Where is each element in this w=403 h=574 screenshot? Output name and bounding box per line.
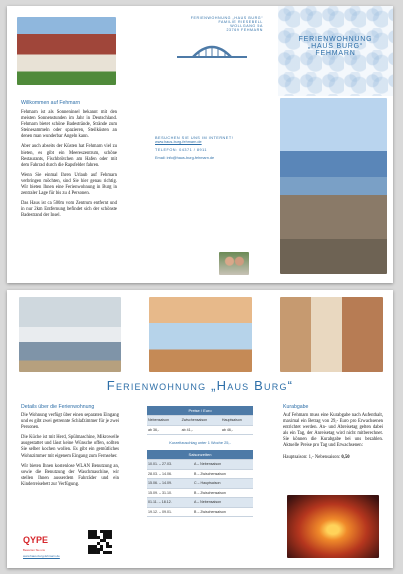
season-name: B – Zwischensaison <box>193 469 253 479</box>
welcome-paragraph: Fehmarn ist als Sonneninsel bekannt mit den meisten Sonnenstunden im Jahr in Deutschland. Fehmarn bietet schöne Badestrände, Strände zum Steinesammeln oder spazieren, Steilküsten an denen man wunderbar Angeln kann. <box>21 110 117 140</box>
season-table <box>147 450 253 517</box>
hosts-photo <box>219 252 249 275</box>
price-column-header: Zwischensaison <box>181 416 221 426</box>
bedroom-photo <box>19 297 121 372</box>
cover-title-line: „HAUS BURG“ <box>307 43 364 50</box>
season-name: A – Nebensaison <box>193 498 253 508</box>
address-line: 23769 FEHMARN <box>226 28 263 32</box>
kurabgabe-price-label: Hauptsaison: 1,- Nebensaison: <box>283 454 341 460</box>
beach-photo <box>280 98 387 274</box>
surcharge-note: Kurzeitzuschlag unter 1 Woche 25,- <box>169 440 231 445</box>
email-link[interactable]: Email: info@haus-burg-fehmarn.de <box>155 156 215 160</box>
qr-caption[interactable]: www.haus-burg-fehmarn.de <box>23 554 60 558</box>
welcome-paragraph: Wenn Sie einmal Ihren Urlaub auf Fehmarn verbringen möchten, sind Sie hier genau richtig. Wir bieten Ihnen eine Ferienwohnung in Burg in zentraler Lage für bis zu 4 Personen. <box>21 172 117 197</box>
qype-logo-sub: Bewerten Sie uns <box>23 548 45 552</box>
website-link[interactable]: www.haus-burg-fehmarn.de <box>155 140 202 144</box>
details-paragraph: Wir bieten Ihnen kostenlose WLAN Benutzung an, sowie die Benutzung der Waschmaschine, wir stellen Ihnen ausserdem Fahrräder und ein Kinderreisebett zur Verfügung. <box>21 463 119 487</box>
details-heading: Details über die Ferienwohnung <box>21 404 95 410</box>
welcome-paragraph: Aber auch abseits der Küsten hat Fehmarn viel zu bieten, es gibt ein Meereszentrum, schöne Restaurants, Fischbrötchen am Hafen oder mit dem Fahrrad durch die Rapsfelder fahren. <box>21 144 117 168</box>
season-dates: 01.11. – 18.12. <box>147 498 193 508</box>
welcome-heading: Willkommen auf Fehmarn <box>21 100 81 106</box>
visit-label: BESUCHEN SIE UNS IM INTERNET! <box>155 136 234 140</box>
season-name: A – Nebensaison <box>193 460 253 470</box>
season-dates: 15.06. – 14.09. <box>147 479 193 489</box>
price-table-header: Preise / Euro <box>147 406 253 416</box>
details-paragraph: Die Küche ist mit Herd, Spülmaschine, Mikrowelle ausgestattet und lässt keine Wünsche offen, sollten Sie selber kochen wollen. Es gibt ein gemütliches Wohnzimmer mit eigenem Eingang zum Fernseher. <box>21 435 119 459</box>
address-line: FERIENWOHNUNG „HAUS BURG“ <box>190 16 263 20</box>
cover-title-line: FERIENWOHNUNG <box>298 36 373 43</box>
phone-text: TELEFON: 04371 / 8911 <box>155 148 208 152</box>
inside-title: Ferienwohnung „Haus Burg“ <box>106 378 294 393</box>
qype-logo-text: QYPE <box>23 535 49 545</box>
kitchen-photo <box>280 297 383 372</box>
kurabgabe-prices <box>283 455 383 461</box>
season-dates: 28.03. – 14.06. <box>147 469 193 479</box>
brochure-outside-page <box>7 6 393 283</box>
welcome-paragraph: Das Haus ist ca 500m vom Zentrum entfernt und in nur 2km Entfernung befindet sich der schönste Badestrand der Insel. <box>21 201 117 219</box>
details-column <box>21 404 119 488</box>
qr-code[interactable] <box>88 530 112 554</box>
address-line: FAMILIE RIESEBELL <box>218 20 263 24</box>
price-cell: ab 46,- <box>221 425 253 435</box>
kurabgabe-text: Auf Fehmarn muss eine Kurabgabe nach Aufenthalt, maximal ein Betrag von 29,- Euro pro Erwachsenen entrichtet werden. An- und Abreisetag gelten dabei als ein Tag, der Anreisetag wird nicht mitberechnet. Sie können die Kurabgabe bei uns bezahlen. Aktuelle Preise pro Tag und Erwachsenen: <box>283 413 383 449</box>
price-cell: ab 41,- <box>181 425 221 435</box>
season-name: B – Zwischensaison <box>193 507 253 517</box>
details-paragraph: Die Wohnung verfügt über einen separaten Eingang und es gibt zwei getrennte Schlafzimmer für je zwei Personen. <box>21 413 119 431</box>
house-photo <box>17 17 116 85</box>
address-line: WOLLGANG 5A <box>230 24 263 28</box>
price-table <box>147 406 253 435</box>
price-cell: ab 36,- <box>147 425 181 435</box>
season-dates: 19.12. – 09.01. <box>147 507 193 517</box>
price-column-header: Nebensaison <box>147 416 181 426</box>
season-name: B – Zwischensaison <box>193 488 253 498</box>
qype-logo[interactable] <box>23 530 73 552</box>
price-column <box>147 406 253 517</box>
season-dates: 10.01. – 27.03. <box>147 460 193 470</box>
season-name: C – Hauptsaison <box>193 479 253 489</box>
cover-title <box>278 36 393 57</box>
bridge-logo <box>175 39 249 61</box>
cover-title-line: FEHMARN <box>315 50 356 57</box>
bedroom-two-photo <box>149 297 252 372</box>
season-dates: 15.09. – 31.10. <box>147 488 193 498</box>
kurabgabe-price-value: 0,50 <box>341 454 350 460</box>
price-column-header: Hauptsaison <box>221 416 253 426</box>
brochure-inside-page <box>7 290 393 568</box>
welcome-text <box>21 110 117 220</box>
address-block <box>157 16 263 32</box>
season-table-header: Saisonzeiten <box>147 450 253 460</box>
contact-block <box>155 136 273 160</box>
sunset-photo <box>287 495 379 558</box>
kurabgabe-heading: Kurabgabe <box>283 404 309 410</box>
kurabgabe-column <box>283 404 383 461</box>
